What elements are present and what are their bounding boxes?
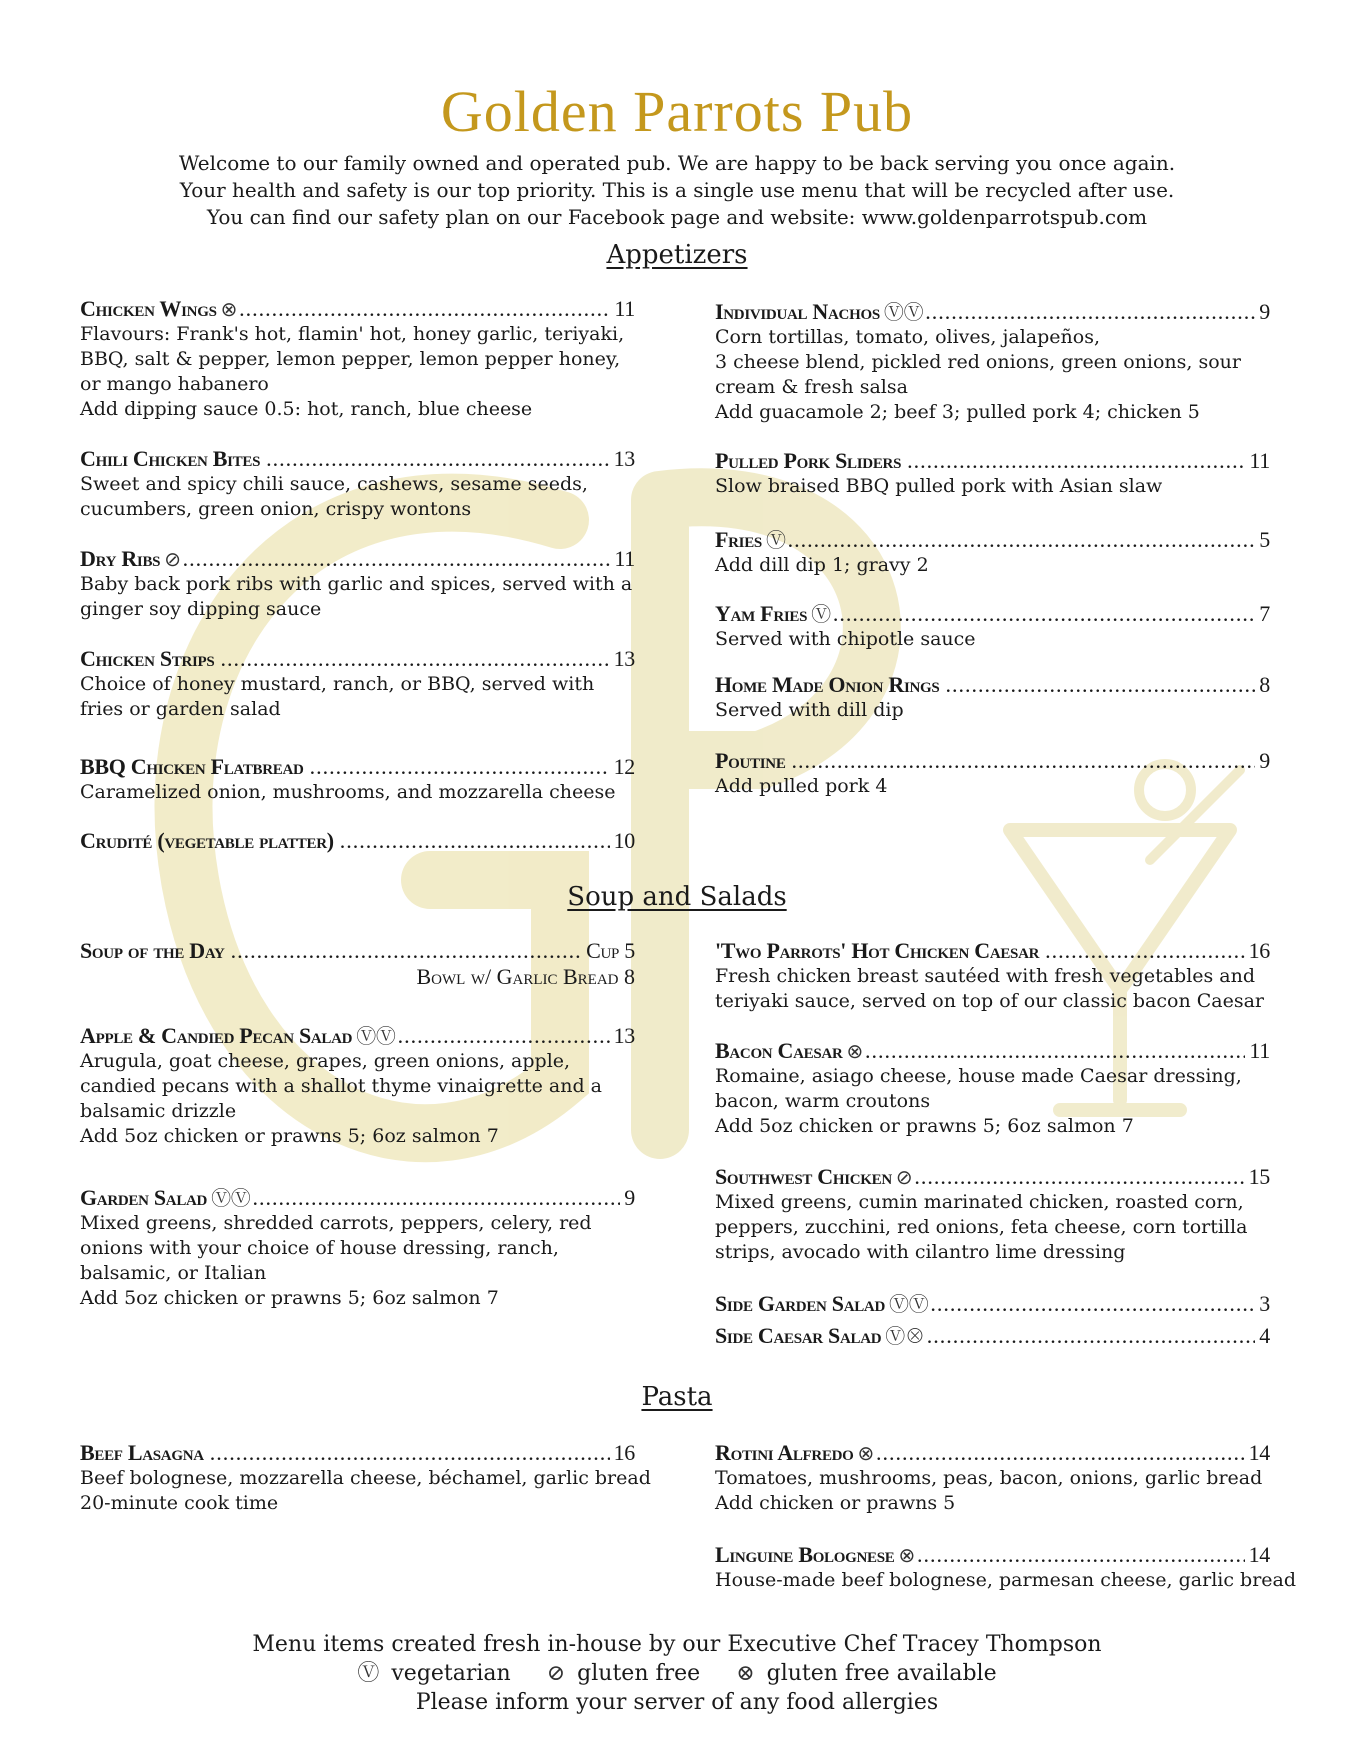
item-price: 14 [1248,1542,1270,1567]
leader-dots [340,828,610,854]
allergy-notice: Please inform your server of any food allergies [415,1690,939,1715]
item-price: 9 [1259,748,1270,773]
menu-item [80,1020,635,1149]
menu-item [715,1164,1270,1265]
desc-line: Add dill dip 1; gravy 2 [715,554,929,576]
leader-dots [1045,938,1244,964]
item-description [80,1049,635,1149]
item-name: 'Two Parrots' Hot Chicken Caesar [715,938,1040,963]
desc-line: Served with chipotle sauce [715,628,976,650]
vegetarian-gluten-free-icons: ⓋⓋ [356,1026,396,1048]
intro-line: Welcome to our family owned and operated pub. We are happy to be back serving you once again. [178,151,1176,175]
vegetarian-gluten-free-icons: ⓋⓋ [889,1294,929,1316]
desc-line: Choice of honey mustard, ranch, or BBQ, served with [80,673,595,695]
leader-dots [930,1291,1255,1317]
desc-line: or mango habanero [80,373,269,395]
item-name: Individual Nachos [715,299,880,324]
menu-item [80,446,635,522]
desc-line: candied pecans with a shallot thyme vinaigrette and a [80,1075,602,1097]
vegetarian-gluten-free-available-icons: Ⓥ⊗ [885,1326,925,1348]
menu-item [80,546,635,622]
item-description [715,627,1270,652]
desc-line: strips, avocado with cilantro lime dressing [715,1241,1126,1263]
leader-dots [907,448,1245,474]
gluten-free-available-icon: ⊗ [736,1661,755,1686]
menu-item [715,296,1270,425]
desc-line: Add 5oz chicken or prawns 5; 6oz salmon 7 [80,1125,499,1147]
desc-line: fries or garden salad [80,698,281,720]
menu-item [80,296,635,422]
item-name: Side Caesar Salad [715,1323,882,1348]
item-price: 9 [1259,299,1270,324]
item-price: 13 [613,646,635,671]
desc-line: bacon, warm croutons [715,1090,931,1112]
item-description [80,322,635,422]
desc-line: Beef bolognese, mozzarella cheese, béchamel, garlic bread [80,1467,651,1489]
leader-dots [865,1038,1245,1064]
desc-line: Slow braised BBQ pulled pork with Asian slaw [715,475,1163,497]
item-name: Fries [715,527,762,552]
vegetarian-gluten-free-icons: ⓋⓋ [211,1188,251,1210]
leader-dots [239,296,610,322]
item-description [80,472,635,522]
desc-line: cucumbers, green onion, crispy wontons [80,498,472,520]
legend-item-vegetarian [357,1659,510,1688]
item-price: 9 [624,1185,635,1210]
item-price: 13 [613,1023,635,1048]
item-name: Pulled Pork Sliders [715,448,902,473]
item-price: 11 [1249,1038,1270,1063]
menu-item [715,598,1270,652]
menu-item [715,1542,1297,1593]
desc-line: Add 5oz chicken or prawns 5; 6oz salmon 7 [715,1115,1134,1137]
item-price: 11 [614,296,635,321]
vegetarian-icon: Ⓥ [811,604,831,626]
legend-label: gluten free [577,1661,701,1686]
item-description [715,964,1270,1014]
menu-item [80,1440,651,1516]
gluten-free-icon: ⊘ [895,1167,913,1189]
item-price: Cup 5 [586,938,635,963]
gluten-free-available-icon: ⊗ [846,1041,863,1063]
menu-item [715,1038,1270,1139]
desc-line: balsamic, or Italian [80,1262,267,1284]
desc-line: teriyaki sauce, served on top of our classic bacon Caesar [715,990,1264,1012]
item-price: 16 [1248,938,1270,963]
restaurant-title: Golden Parrots Pub [440,79,914,144]
item-name: Poutine [715,748,786,773]
item-description [80,672,635,722]
desc-line: Add pulled pork 4 [715,775,888,797]
desc-line: Baby back pork ribs with garlic and spices, served with a [80,573,633,595]
leader-dots [925,299,1255,325]
item-price: 15 [1248,1164,1270,1189]
item-name: Yam Fries [715,601,808,626]
item-name: Southwest Chicken [715,1164,892,1189]
item-name: Chicken Wings [80,296,217,321]
leader-dots [914,1164,1244,1190]
desc-line: House-made beef bolognese, parmesan cheese, garlic bread [715,1569,1297,1591]
leader-dots [788,527,1256,553]
item-name: Rotini Alfredo [715,1440,854,1465]
menu-item [80,754,635,805]
legend-label: vegetarian [391,1661,511,1686]
menu-item [715,1320,1270,1349]
desc-line: Mixed greens, cumin marinated chicken, roasted corn, [715,1191,1244,1213]
desc-line: Add guacamole 2; beef 3; pulled pork 4; chicken 5 [715,401,1200,423]
dietary-icon: ⊗ [220,299,238,321]
menu-item [715,938,1270,1014]
legend-label: gluten free available [766,1661,997,1686]
menu-footer [0,1630,1354,1717]
item-name: Chili Chicken Bites [80,446,261,471]
item-price: 7 [1259,601,1270,626]
leader-dots [266,446,609,472]
item-price: 13 [613,446,635,471]
item-price: 11 [614,546,635,571]
leader-dots [792,748,1256,774]
item-price: 5 [1259,527,1270,552]
item-name: Bacon Caesar [715,1038,843,1063]
desc-line: Add dipping sauce 0.5: hot, ranch, blue cheese [80,398,533,420]
desc-line: onions with your choice of house dressing, ranch, [80,1237,559,1259]
item-description [715,325,1270,425]
menu-item [80,646,635,722]
desc-line: balsamic drizzle [80,1100,237,1122]
desc-line: 3 cheese blend, pickled red onions, green onions, sour [715,351,1241,373]
item-description [80,780,635,805]
desc-line: Fresh chicken breast sautéed with fresh vegetables and [715,965,1256,987]
menu-item [715,1440,1270,1516]
item-price: 8 [1259,672,1270,697]
desc-line: 20-minute cook time [80,1492,279,1514]
item-name: Soup of the Day [80,938,225,963]
menu-item [715,672,1270,723]
item-price: 4 [1259,1323,1270,1348]
desc-line: Tomatoes, mushrooms, peas, bacon, onions, garlic bread [715,1467,1263,1489]
section-title-pasta: Pasta [641,1382,713,1412]
gluten-free-available-icon: ⊗ [898,1545,915,1567]
item-name: Chicken Strips [80,646,215,671]
leader-dots [833,601,1255,627]
item-description [715,474,1270,499]
leader-dots [876,1440,1245,1466]
leader-dots [231,938,583,964]
section-title-appetizers: Appetizers [606,240,748,270]
menu-item [80,938,635,990]
menu-item [715,1288,1270,1317]
section-title-soup-and-salads: Soup and Salads [567,882,787,912]
item-name: Home Made Onion Rings [715,672,940,697]
dietary-legend [0,1659,1354,1688]
leader-dots [253,1185,621,1211]
intro-line: Your health and safety is our top priority. This is a single use menu that will be recycled after use. [179,178,1175,202]
desc-line: BBQ, salt & pepper, lemon pepper, lemon pepper honey, [80,348,621,370]
desc-line: Mixed greens, shredded carrots, peppers, celery, red [80,1212,592,1234]
menu-item [80,1182,635,1311]
leader-dots [183,546,611,572]
leader-dots [310,754,610,780]
legend-item-gluten-free-available [736,1659,996,1688]
desc-line: Caramelized onion, mushrooms, and mozzarella cheese [80,781,616,803]
item-name: Garden Salad [80,1185,208,1210]
item-price: 14 [1248,1440,1270,1465]
leader-dots [220,646,609,672]
item-price: 3 [1259,1291,1270,1316]
desc-line: Served with dill dip [715,699,904,721]
item-price: 11 [1249,448,1270,473]
vegetarian-icon: Ⓥ [765,530,786,552]
item-price: 10 [613,828,635,853]
item-description [80,1211,635,1311]
item-description [715,1466,1270,1516]
leader-dots [927,1323,1256,1349]
desc-line: cream & fresh salsa [715,376,908,398]
desc-line: ginger soy dipping sauce [80,598,322,620]
desc-line: Flavours: Frank's hot, flamin' hot, honey garlic, teriyaki, [80,323,625,345]
chef-credit: Menu items created fresh in-house by our Executive Chef Tracey Thompson [252,1632,1102,1657]
leader-dots [210,1440,610,1466]
item-name: Dry Ribs [80,546,161,571]
leader-dots [945,672,1255,698]
leader-dots [917,1542,1245,1568]
gluten-free-available-icon: ⊗ [857,1443,875,1465]
menu-item [715,748,1270,799]
gluten-free-icon: ⊘ [164,549,181,571]
desc-line: Add 5oz chicken or prawns 5; 6oz salmon 7 [80,1287,499,1309]
desc-line: peppers, zucchini, red onions, feta cheese, corn tortilla [715,1216,1248,1238]
item-description [80,572,635,622]
item-price: 16 [613,1440,635,1465]
desc-line: Corn tortillas, tomato, olives, jalapeños, [715,326,1100,348]
desc-line: Add chicken or prawns 5 [715,1492,956,1514]
vegetarian-icon: Ⓥ [357,1661,380,1686]
item-name: Crudité (vegetable platter) [80,828,334,853]
menu-item [715,524,1270,578]
item-description [80,1466,651,1516]
item-description [715,553,1270,578]
item-name: Linguine Bolognese [715,1542,895,1567]
item-name: Apple & Candied Pecan Salad [80,1023,353,1048]
desc-line: Romaine, asiago cheese, house made Caesar dressing, [715,1065,1242,1087]
item-description [715,698,1270,723]
vegetarian-gluten-free-icons: ⓋⓋ [883,302,924,324]
menu-item [80,828,635,854]
item-name: BBQ Chicken Flatbread [80,754,304,779]
leader-dots [398,1023,610,1049]
desc-line: Arugula, goat cheese, grapes, green onions, apple, [80,1050,571,1072]
legend-item-gluten-free [547,1659,700,1688]
item-name: Side Garden Salad [715,1291,885,1316]
item-price: 12 [613,754,635,779]
menu-item [715,448,1270,499]
intro-text [0,150,1354,231]
item-description [715,1064,1270,1139]
desc-line: Sweet and spicy chili sauce, cashews, sesame seeds, [80,473,588,495]
item-description [715,774,1270,799]
item-sub-price: Bowl w/ Garlic Bread 8 [416,964,635,989]
item-description [715,1190,1270,1265]
item-description [715,1568,1297,1593]
intro-line: You can find our safety plan on our Facebook page and website: www.goldenparrotspub.com [206,205,1148,229]
gluten-free-icon: ⊘ [546,1661,566,1686]
item-name: Beef Lasagna [80,1440,204,1465]
